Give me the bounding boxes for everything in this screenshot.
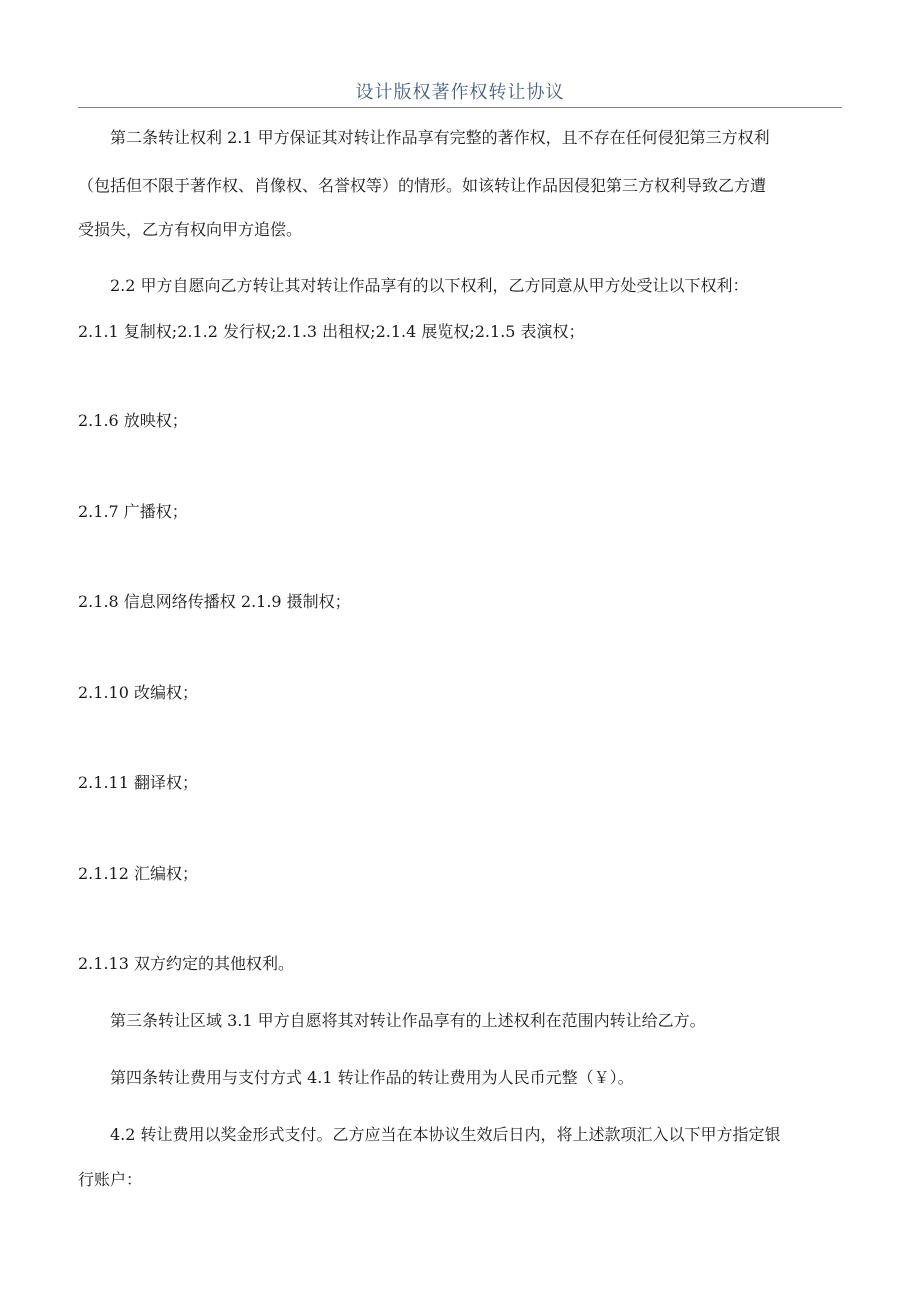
paragraph-line: 4.2 转让费用以奖金形式支付。乙方应当在本协议生效后日内，将上述款项汇入以下甲方指定银 — [110, 1125, 781, 1144]
paragraph-line: （包括但不限于著作权、肖像权、名誉权等）的情形。如该转让作品因侵犯第三方权利导致乙方遭 — [78, 176, 767, 195]
paragraph-line: 第二条转让权利 2.1 甲方保证其对转让作品享有完整的著作权，且不存在任何侵犯第三方权利 — [110, 128, 770, 147]
title-underline — [78, 107, 842, 108]
document-title: 设计版权著作权转让协议 — [355, 82, 565, 103]
paragraph-line: 2.1.12 汇编权； — [78, 864, 198, 883]
paragraph-line: 2.1.11 翻译权； — [78, 773, 198, 792]
paragraph-line: 2.1.13 双方约定的其他权利。 — [78, 954, 294, 973]
paragraph-line: 2.1.10 改编权； — [78, 683, 198, 702]
paragraph-line: 2.1.8 信息网络传播权 2.1.9 摄制权； — [78, 592, 351, 611]
paragraph-line: 第三条转让区域 3.1 甲方自愿将其对转让作品享有的上述权利在范围内转让给乙方。 — [110, 1011, 706, 1030]
paragraph-line: 2.1.6 放映权； — [78, 411, 188, 430]
paragraph-line: 2.2 甲方自愿向乙方转让其对转让作品享有的以下权利，乙方同意从甲方处受让以下权利： — [110, 276, 749, 295]
paragraph-line: 行账户： — [78, 1170, 143, 1189]
paragraph-line: 第四条转让费用与支付方式 4.1 转让作品的转让费用为人民币元整（￥）。 — [110, 1068, 634, 1087]
paragraph-line: 2.1.7 广播权； — [78, 502, 188, 521]
paragraph-line: 受损失，乙方有权向甲方追偿。 — [78, 220, 303, 239]
paragraph-line: 2.1.1 复制权;2.1.2 发行权;2.1.3 出租权;2.1.4 展览权;2.1.5 表演权； — [78, 322, 585, 341]
